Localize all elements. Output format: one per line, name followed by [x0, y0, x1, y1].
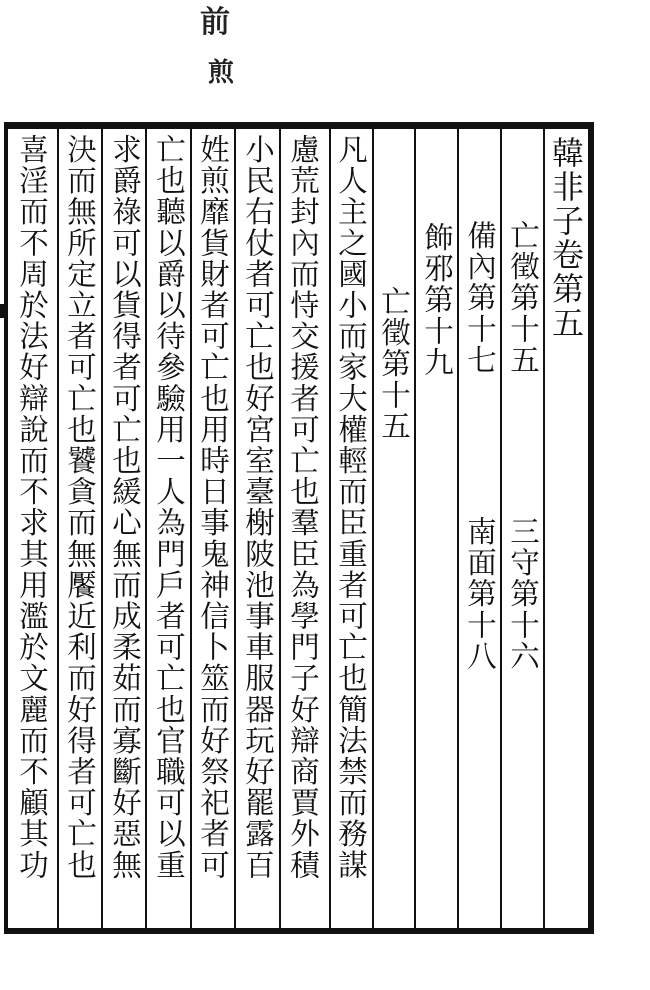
book-title: 韓非子卷第五 [547, 136, 585, 340]
column-rule [414, 129, 416, 928]
column-rule [457, 129, 459, 928]
body-column: 慮荒封內而恃交援者可亡也羣臣為學門子好辯商賈外積 [286, 134, 320, 881]
body-column: 小民右仗者可亡也好宮室臺榭陂池事車服器玩好罷露百 [241, 134, 275, 881]
column-rule [145, 129, 147, 928]
body-column: 求爵祿可以貨得者可亡也緩心無而成柔茹而寡斷好惡無 [108, 134, 142, 881]
column-rule [101, 129, 103, 928]
column-rule [543, 129, 545, 928]
column-rule [57, 129, 59, 928]
body-column: 姓煎靡貨財者可亡也用時日事鬼神信卜筮而好祭祀者可 [196, 134, 230, 881]
margin-tick [0, 304, 8, 318]
frame-inner-edge [6, 129, 8, 929]
column-rule [234, 129, 236, 928]
header-char-2: 煎 [208, 58, 235, 88]
body-column: 決而無所定立者可亡也饕貪而無饜近利而好得者可亡也 [63, 134, 97, 881]
header-char-1: 前 [200, 5, 230, 40]
toc-entry: 三守第十六 [506, 516, 540, 672]
page-header [190, 0, 270, 110]
chapter-heading: 亡徵第十五 [377, 286, 411, 442]
column-rule [329, 129, 331, 928]
toc-entry: 亡徵第十五 [506, 220, 540, 376]
toc-entry: 南面第十八 [463, 516, 497, 672]
column-rule [279, 129, 281, 928]
toc-entry: 備內第十七 [463, 220, 497, 376]
body-column: 亡也聽以爵以待參驗用一人為門戶者可亡也官職可以重 [152, 134, 186, 881]
toc-entry: 飾邪第十九 [420, 222, 454, 378]
body-column: 凡人主之國小而家大權輕而臣重者可亡也簡法禁而務謀 [334, 134, 368, 881]
column-rule [372, 129, 374, 928]
body-column: 喜淫而不周於法好辯說而不求其用濫於文麗而不顧其功 [15, 134, 49, 881]
column-rule [500, 129, 502, 928]
column-rule [190, 129, 192, 928]
